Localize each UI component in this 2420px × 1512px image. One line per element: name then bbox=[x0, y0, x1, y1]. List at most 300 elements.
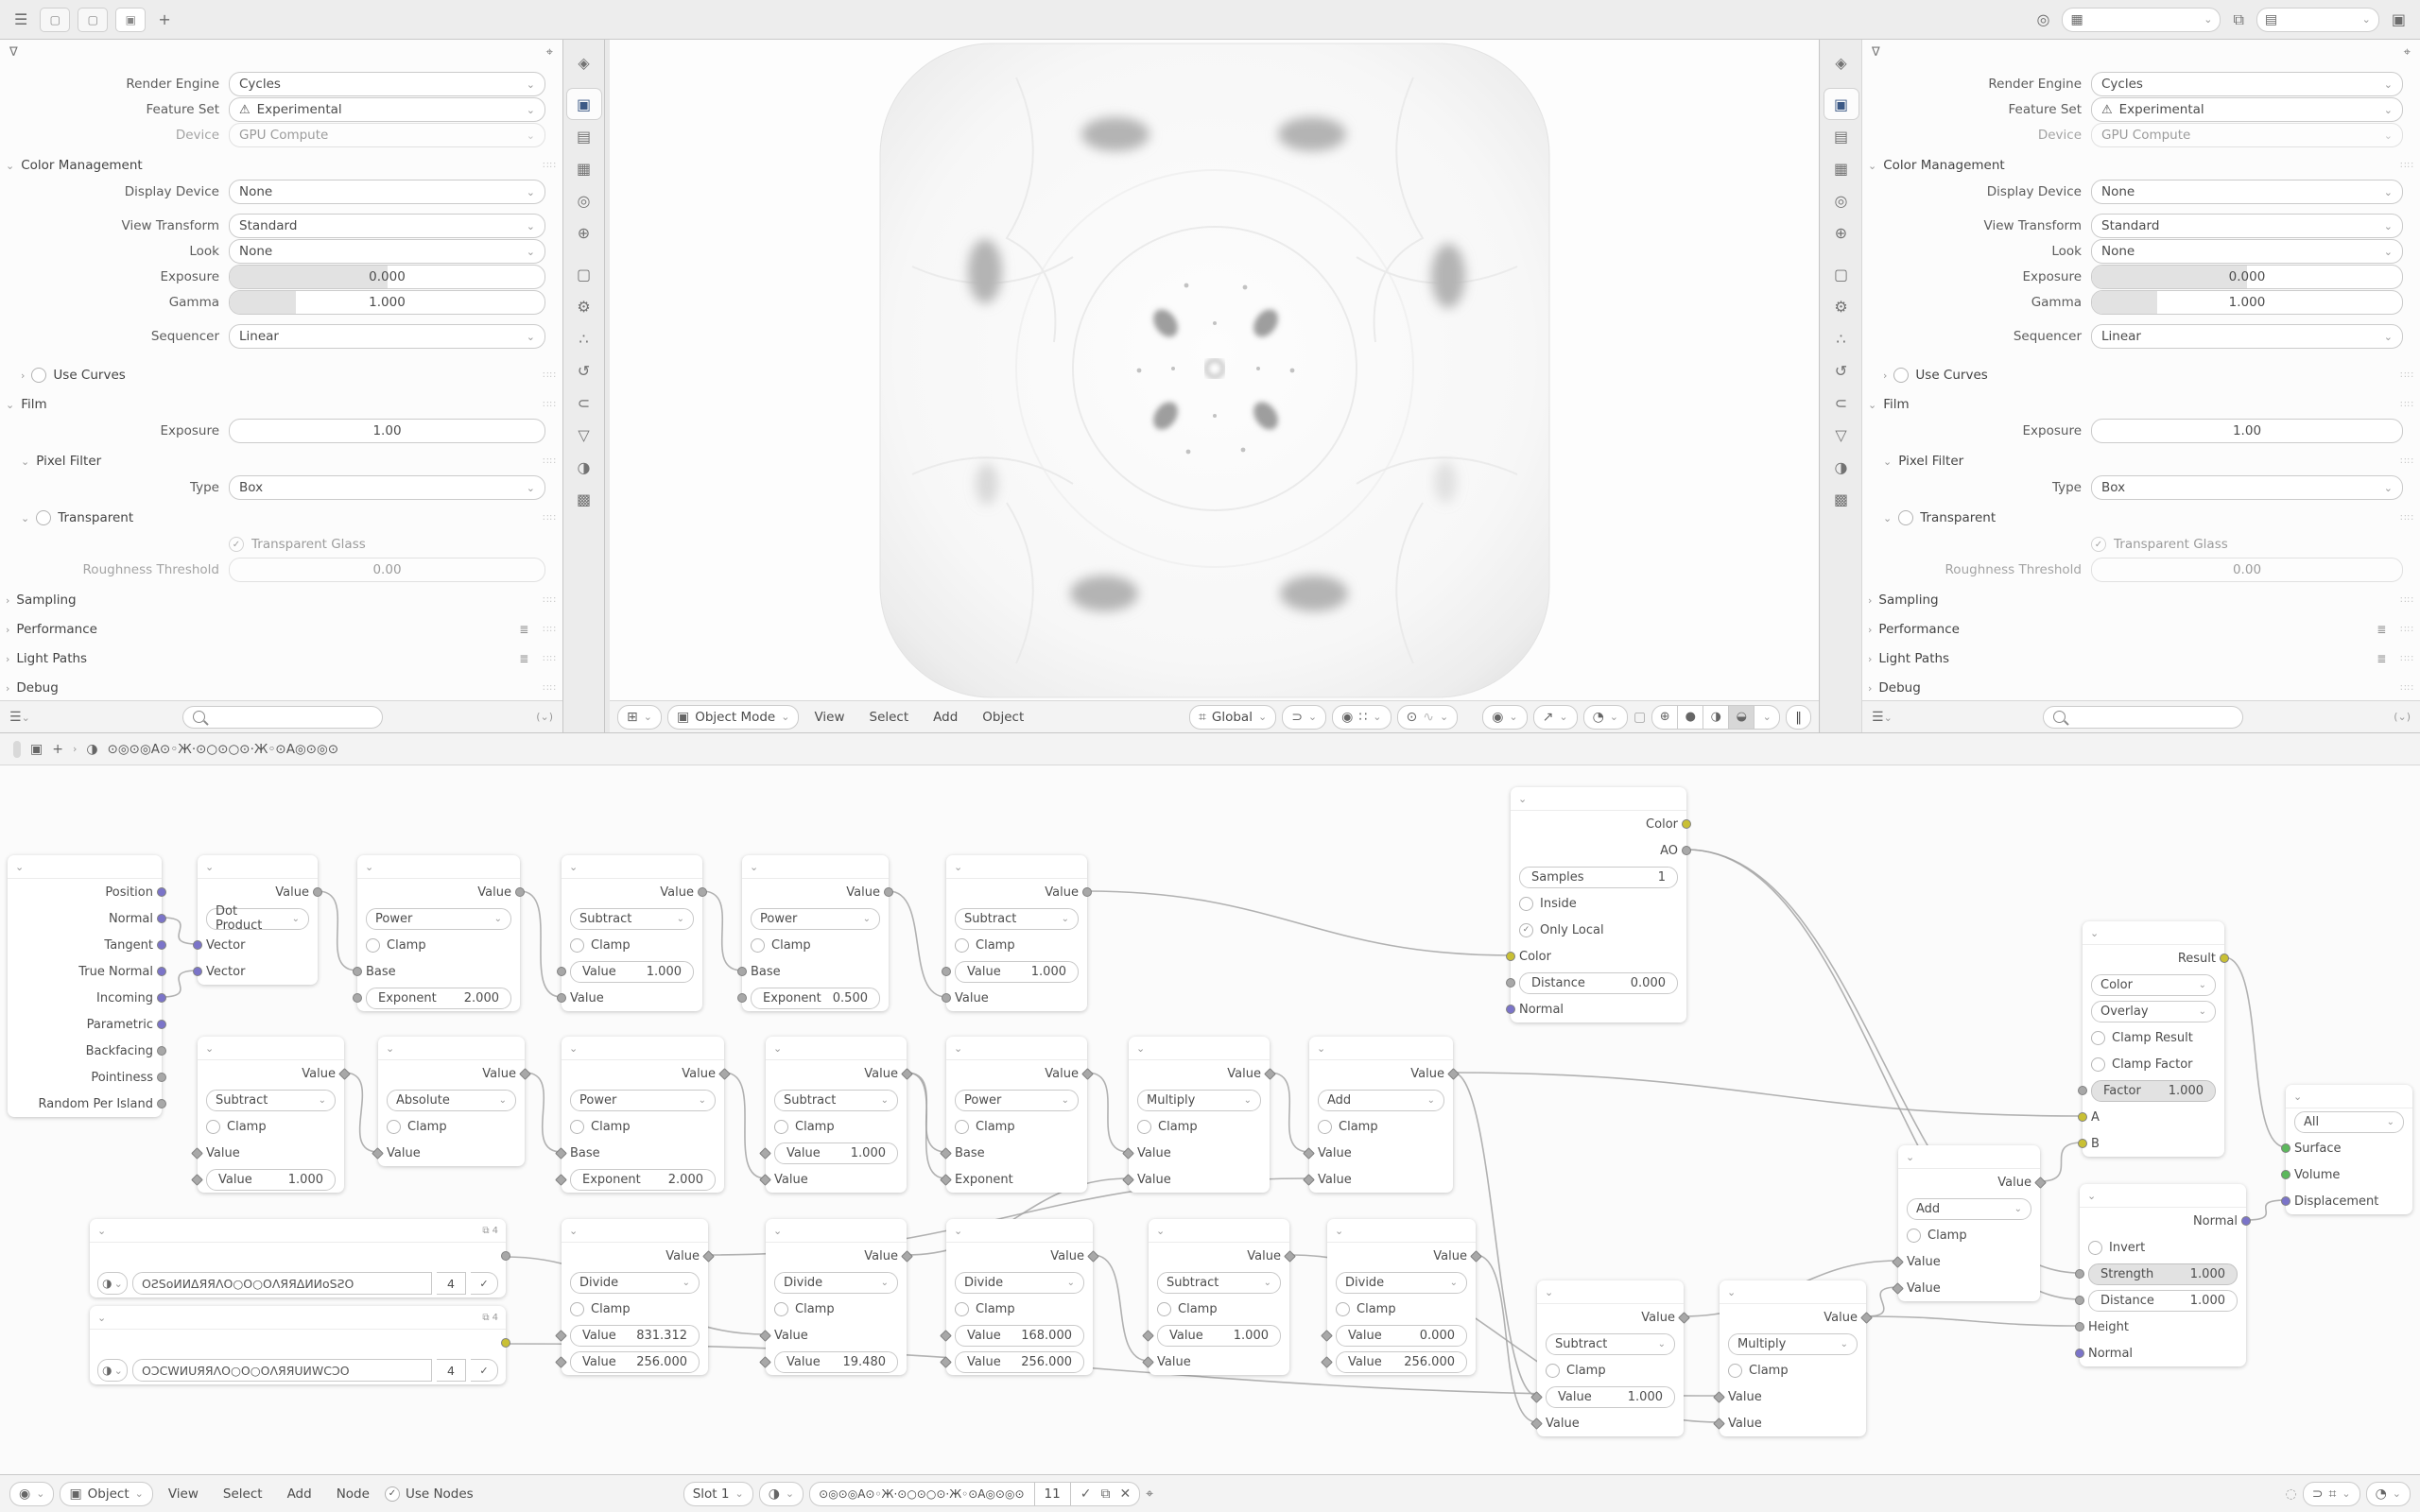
socket[interactable] bbox=[515, 887, 525, 897]
menu-view[interactable]: View bbox=[167, 1486, 199, 1502]
section-grip-icon[interactable]: ∷∷ bbox=[543, 369, 557, 381]
node-header[interactable] bbox=[946, 855, 1087, 879]
clamp-checkbox[interactable] bbox=[387, 1120, 401, 1134]
collapse-chevron-icon[interactable]: ⌄ bbox=[750, 860, 759, 873]
socket[interactable] bbox=[698, 887, 707, 897]
socket[interactable] bbox=[2220, 954, 2229, 963]
exponent-field[interactable] bbox=[366, 988, 511, 1009]
value-field[interactable] bbox=[955, 1325, 1084, 1347]
workspace-tab[interactable]: ▢ bbox=[40, 8, 70, 32]
divide-select[interactable] bbox=[955, 1272, 1084, 1294]
socket[interactable] bbox=[1321, 1356, 1333, 1368]
node-header[interactable] bbox=[1511, 787, 1686, 811]
value-field[interactable] bbox=[206, 1169, 336, 1191]
section-debug[interactable] bbox=[6, 678, 557, 698]
shading-wireframe-button[interactable]: ⊕ bbox=[1651, 705, 1678, 730]
value-field[interactable] bbox=[955, 961, 1079, 983]
node-header[interactable] bbox=[1149, 1219, 1289, 1243]
socket[interactable] bbox=[157, 940, 166, 950]
look-select[interactable] bbox=[2091, 239, 2403, 264]
node-image-a[interactable] bbox=[90, 1219, 506, 1297]
fake-user-shield-button[interactable]: ✓ bbox=[471, 1272, 498, 1295]
image-name-field[interactable]: ОƆϹWИUЯЯΛО○О○ОΛЯЯUИWϹƆО bbox=[132, 1359, 432, 1382]
section-transparent[interactable] bbox=[21, 507, 557, 528]
image-users-count[interactable]: 4 bbox=[437, 1359, 466, 1382]
section-sampling[interactable] bbox=[1868, 590, 2414, 610]
shading-solid-button[interactable]: ● bbox=[1678, 705, 1703, 730]
node-header[interactable] bbox=[378, 1037, 525, 1060]
invert-checkbox[interactable] bbox=[2088, 1241, 2102, 1255]
socket[interactable] bbox=[1713, 1391, 1725, 1403]
socket[interactable] bbox=[901, 1068, 913, 1080]
clamp-checkbox[interactable] bbox=[570, 938, 584, 953]
properties-tab-scene[interactable]: ◎ bbox=[1834, 191, 1848, 210]
socket[interactable] bbox=[193, 940, 202, 950]
properties-tab-constraints[interactable]: ⊂ bbox=[1834, 393, 1848, 412]
properties-tab-particles[interactable]: ∴ bbox=[1836, 329, 1846, 348]
node-math-power-2[interactable] bbox=[742, 855, 889, 1011]
socket[interactable] bbox=[338, 1068, 351, 1080]
socket[interactable] bbox=[2075, 1296, 2084, 1305]
section-checkbox[interactable] bbox=[1893, 368, 1909, 383]
clamp-checkbox[interactable] bbox=[1907, 1228, 1921, 1243]
section-pixel-filter[interactable] bbox=[1883, 451, 2414, 472]
collapse-chevron-icon[interactable]: ⌄ bbox=[1518, 792, 1528, 805]
section-grip-icon[interactable]: ∷∷ bbox=[543, 594, 557, 606]
node-header[interactable] bbox=[1720, 1280, 1866, 1304]
options-chevron-icon[interactable]: (⌄) bbox=[536, 711, 553, 723]
socket[interactable] bbox=[737, 993, 747, 1003]
node-header[interactable] bbox=[198, 1037, 344, 1060]
overlay-select[interactable] bbox=[2091, 1001, 2216, 1022]
display-device-select[interactable] bbox=[229, 180, 545, 204]
clamp-checkbox[interactable] bbox=[751, 938, 765, 953]
clamp-result-checkbox[interactable] bbox=[2091, 1031, 2105, 1045]
display-device-select[interactable] bbox=[2091, 180, 2403, 204]
mode-select[interactable]: ▣ Object Mode ⌄ bbox=[667, 705, 800, 730]
exponent-field[interactable] bbox=[751, 988, 880, 1009]
snapping-button[interactable]: ⊃ ⌄ bbox=[1282, 705, 1326, 730]
transform-orientation-select[interactable]: ⌗ Global ⌄ bbox=[1189, 705, 1276, 730]
workspace-tab[interactable]: ▢ bbox=[78, 8, 108, 32]
distance-field[interactable] bbox=[2088, 1290, 2238, 1312]
collapse-chevron-icon[interactable]: ⌄ bbox=[569, 860, 579, 873]
image-browse-button[interactable]: ◑ ⌄ bbox=[97, 1359, 128, 1382]
node-math-power-3[interactable] bbox=[562, 1037, 724, 1193]
material-name-field[interactable]: ⊙◎⊙◎A⊙◦Ж·⊙○⊙○⊙·Ж◦⊙A◎⊙◎⊙ 11 ✓ ⧉ ✕ bbox=[809, 1482, 1140, 1506]
node-math-subtract-6[interactable] bbox=[1537, 1280, 1684, 1436]
clamp-checkbox[interactable] bbox=[1318, 1120, 1332, 1134]
socket[interactable] bbox=[702, 1250, 715, 1263]
node-math-subtract-3[interactable] bbox=[198, 1037, 344, 1193]
socket[interactable] bbox=[759, 1330, 771, 1342]
section-grip-icon[interactable]: ∷∷ bbox=[543, 455, 557, 467]
socket[interactable] bbox=[557, 967, 566, 976]
view-transform-select[interactable] bbox=[229, 214, 545, 238]
dot-product-select[interactable] bbox=[206, 904, 309, 933]
render-engine-select[interactable] bbox=[2091, 72, 2403, 96]
pause-render-button[interactable]: ‖ bbox=[1786, 705, 1811, 730]
node-header[interactable] bbox=[766, 1037, 907, 1060]
section-transparent[interactable] bbox=[1883, 507, 2414, 528]
properties-tab-texture[interactable]: ▩ bbox=[1833, 490, 1849, 508]
sequencer-select[interactable] bbox=[2091, 324, 2403, 349]
socket[interactable] bbox=[759, 1174, 771, 1186]
section-performance[interactable] bbox=[6, 619, 557, 640]
socket[interactable] bbox=[2075, 1349, 2084, 1358]
properties-tab-object[interactable]: ▢ bbox=[1833, 265, 1849, 284]
header-grip[interactable] bbox=[13, 741, 21, 758]
power-select[interactable] bbox=[955, 1090, 1079, 1111]
divide-select[interactable] bbox=[1336, 1272, 1467, 1294]
all-select[interactable] bbox=[2294, 1111, 2404, 1133]
socket[interactable] bbox=[555, 1147, 567, 1160]
exponent-field[interactable] bbox=[570, 1169, 716, 1191]
properties-tab-object-data[interactable]: ▽ bbox=[578, 425, 590, 444]
socket[interactable] bbox=[2078, 1139, 2087, 1148]
socket[interactable] bbox=[1470, 1250, 1482, 1263]
color-select[interactable] bbox=[2091, 974, 2216, 996]
collapse-chevron-icon[interactable]: ⌄ bbox=[1906, 1150, 1915, 1163]
properties-editor-icon[interactable]: ∇ bbox=[9, 44, 18, 60]
node-header[interactable] bbox=[90, 1219, 506, 1243]
divide-select[interactable] bbox=[774, 1272, 898, 1294]
section-debug[interactable] bbox=[1868, 678, 2414, 698]
socket[interactable] bbox=[313, 887, 322, 897]
only-local-checkbox[interactable]: ✓ bbox=[1519, 923, 1533, 937]
menu-select[interactable]: Select bbox=[869, 709, 909, 725]
section-grip-icon[interactable]: ∷∷ bbox=[2400, 399, 2414, 410]
socket[interactable] bbox=[157, 967, 166, 976]
inside-checkbox[interactable] bbox=[1519, 897, 1533, 911]
socket[interactable] bbox=[1082, 887, 1092, 897]
node-math-divide-3[interactable] bbox=[946, 1219, 1093, 1375]
properties-tab-object-data[interactable]: ▽ bbox=[1835, 425, 1847, 444]
node-math-multiply-2[interactable] bbox=[1720, 1280, 1866, 1436]
socket[interactable] bbox=[193, 967, 202, 976]
new-scene-icon[interactable]: ⧉ bbox=[2233, 9, 2244, 28]
node-vector-math-dot[interactable] bbox=[198, 855, 318, 985]
collapse-chevron-icon[interactable]: ⌄ bbox=[1335, 1224, 1344, 1237]
collapse-chevron-icon[interactable]: ⌄ bbox=[97, 1311, 107, 1324]
node-editor-canvas[interactable] bbox=[0, 765, 2420, 1474]
gamma-slider[interactable] bbox=[229, 290, 545, 315]
editor-type-button[interactable]: ◉ ⌄ bbox=[9, 1482, 54, 1506]
value-field[interactable] bbox=[570, 1325, 700, 1347]
collapse-chevron-icon[interactable]: ⌄ bbox=[386, 1041, 395, 1055]
socket[interactable] bbox=[372, 1147, 384, 1160]
device-select[interactable] bbox=[2091, 123, 2403, 147]
clamp-checkbox[interactable] bbox=[1336, 1302, 1350, 1316]
shading-options-button[interactable]: ⌄ bbox=[1754, 705, 1780, 730]
socket[interactable] bbox=[1860, 1312, 1873, 1324]
socket[interactable] bbox=[759, 1147, 771, 1160]
section-grip-icon[interactable]: ∷∷ bbox=[2400, 682, 2414, 694]
socket[interactable] bbox=[737, 967, 747, 976]
menu-add[interactable]: Add bbox=[933, 709, 959, 725]
clamp-checkbox[interactable] bbox=[955, 1302, 969, 1316]
socket[interactable] bbox=[901, 1250, 913, 1263]
collapse-chevron-icon[interactable]: ⌄ bbox=[2293, 1090, 2303, 1103]
section-sampling[interactable] bbox=[6, 590, 557, 610]
exposure-slider[interactable] bbox=[229, 265, 545, 289]
node-math-power-4[interactable] bbox=[946, 1037, 1087, 1193]
object-visibility-button[interactable]: ◉ ⌄ bbox=[1482, 705, 1527, 730]
node-header[interactable] bbox=[198, 855, 318, 879]
socket[interactable] bbox=[1321, 1330, 1333, 1342]
node-header[interactable] bbox=[8, 855, 162, 879]
section-light-paths[interactable] bbox=[6, 648, 557, 669]
scene-selector[interactable]: ▦ ⌄ bbox=[2062, 8, 2221, 32]
socket[interactable] bbox=[1447, 1068, 1460, 1080]
socket[interactable] bbox=[2078, 1112, 2087, 1122]
pin-icon[interactable]: ⌖ bbox=[1146, 1486, 1154, 1502]
section-light-paths[interactable] bbox=[1868, 648, 2414, 669]
properties-tab-view-layer[interactable]: ▦ bbox=[576, 159, 592, 178]
node-math-absolute[interactable] bbox=[378, 1037, 525, 1166]
value-field[interactable] bbox=[570, 1351, 700, 1373]
socket[interactable] bbox=[759, 1356, 771, 1368]
socket[interactable] bbox=[2281, 1143, 2290, 1153]
section-color-management[interactable] bbox=[1868, 155, 2414, 176]
collapse-chevron-icon[interactable]: ⌄ bbox=[365, 860, 374, 873]
clamp-checkbox[interactable] bbox=[1137, 1120, 1151, 1134]
properties-tab-material[interactable]: ◑ bbox=[1834, 457, 1848, 476]
node-math-subtract-1[interactable] bbox=[562, 855, 702, 1011]
exposure-slider[interactable] bbox=[2091, 265, 2403, 289]
absolute-select[interactable] bbox=[387, 1090, 516, 1111]
node-image-b[interactable] bbox=[90, 1306, 506, 1384]
node-header[interactable] bbox=[562, 1037, 724, 1060]
app-menu-icon[interactable]: ☰ bbox=[14, 9, 28, 28]
type-select[interactable] bbox=[229, 475, 545, 500]
collapse-chevron-icon[interactable]: ⌄ bbox=[954, 1041, 963, 1055]
socket[interactable] bbox=[2075, 1322, 2084, 1332]
material-browse-button[interactable]: ◑ ⌄ bbox=[759, 1482, 804, 1506]
editor-type-button[interactable]: ⊞ ⌄ bbox=[617, 705, 662, 730]
node-header[interactable] bbox=[2286, 1085, 2412, 1108]
clamp-checkbox[interactable] bbox=[774, 1120, 788, 1134]
clamp-checkbox[interactable] bbox=[366, 938, 380, 953]
node-math-divide-1[interactable] bbox=[562, 1219, 708, 1375]
socket[interactable] bbox=[157, 887, 166, 897]
properties-tab-output[interactable]: ▤ bbox=[576, 127, 592, 146]
search-input[interactable] bbox=[182, 706, 383, 729]
properties-tab-modifiers[interactable]: ⚙ bbox=[1834, 297, 1848, 316]
subtract-select[interactable] bbox=[570, 908, 694, 930]
clamp-checkbox[interactable] bbox=[570, 1302, 584, 1316]
section-grip-icon[interactable]: ∷∷ bbox=[2400, 455, 2414, 467]
socket[interactable] bbox=[940, 1174, 952, 1186]
node-math-power-1[interactable] bbox=[357, 855, 520, 1011]
section-grip-icon[interactable]: ∷∷ bbox=[2400, 512, 2414, 524]
node-header[interactable] bbox=[1129, 1037, 1270, 1060]
clamp-checkbox[interactable] bbox=[570, 1120, 584, 1134]
socket[interactable] bbox=[1303, 1147, 1315, 1160]
menu-add[interactable]: Add bbox=[286, 1486, 312, 1502]
shading-material-button[interactable]: ◑ bbox=[1703, 705, 1729, 730]
properties-tab-constraints[interactable]: ⊂ bbox=[577, 393, 591, 412]
node-header[interactable] bbox=[2083, 921, 2224, 945]
socket[interactable] bbox=[1530, 1418, 1543, 1430]
filter-toggle-icon[interactable]: ☰⌄ bbox=[9, 709, 30, 725]
properties-tab-object[interactable]: ▢ bbox=[576, 265, 592, 284]
socket[interactable] bbox=[1506, 1005, 1515, 1014]
xray-toggle[interactable]: ▢ bbox=[1634, 709, 1647, 725]
properties-tab-scene[interactable]: ◎ bbox=[577, 191, 591, 210]
node-header[interactable] bbox=[1327, 1219, 1476, 1243]
collapse-chevron-icon[interactable]: ⌄ bbox=[569, 1224, 579, 1237]
collapse-chevron-icon[interactable]: ⌄ bbox=[205, 860, 215, 873]
clamp-checkbox[interactable] bbox=[955, 938, 969, 953]
socket[interactable] bbox=[1713, 1418, 1725, 1430]
use-nodes-checkbox[interactable]: ✓ bbox=[385, 1486, 400, 1502]
device-select[interactable] bbox=[229, 123, 545, 147]
section-grip-icon[interactable]: ∷∷ bbox=[543, 399, 557, 410]
socket[interactable] bbox=[1303, 1174, 1315, 1186]
socket[interactable] bbox=[353, 993, 362, 1003]
socket[interactable] bbox=[555, 1356, 567, 1368]
add-select[interactable] bbox=[1318, 1090, 1444, 1111]
collapse-chevron-icon[interactable]: ⌄ bbox=[569, 1041, 579, 1055]
gizmos-button[interactable]: ↗ ⌄ bbox=[1533, 705, 1578, 730]
viewport-3d[interactable] bbox=[610, 40, 1820, 732]
collapse-chevron-icon[interactable]: ⌄ bbox=[97, 1224, 107, 1237]
section-pixel-filter[interactable] bbox=[21, 451, 557, 472]
node-math-add-2[interactable] bbox=[1898, 1145, 2040, 1301]
socket[interactable] bbox=[555, 1174, 567, 1186]
power-select[interactable] bbox=[751, 908, 880, 930]
socket[interactable] bbox=[1682, 819, 1691, 829]
section-use-curves[interactable] bbox=[21, 365, 557, 386]
image-name-field[interactable]: ОƧЅоИИΔЯЯΛО○О○ОΛЯЯΔИИоЅƧО bbox=[132, 1272, 432, 1295]
sequencer-select[interactable] bbox=[229, 324, 545, 349]
clamp-checkbox[interactable] bbox=[1728, 1364, 1742, 1378]
node-header[interactable] bbox=[946, 1219, 1093, 1243]
menu-view[interactable]: View bbox=[814, 709, 845, 725]
node-math-divide-2[interactable] bbox=[766, 1219, 907, 1375]
socket[interactable] bbox=[942, 993, 951, 1003]
node-geometry[interactable] bbox=[8, 855, 162, 1117]
section-grip-icon[interactable]: ∷∷ bbox=[543, 512, 557, 524]
properties-tab-tool[interactable]: ◈ bbox=[578, 53, 590, 72]
distance-field[interactable] bbox=[1519, 972, 1678, 994]
socket[interactable] bbox=[157, 993, 166, 1003]
roughness-threshold-field[interactable] bbox=[2091, 558, 2403, 582]
socket[interactable] bbox=[1678, 1312, 1690, 1324]
roughness-threshold-field[interactable] bbox=[229, 558, 545, 582]
socket[interactable] bbox=[191, 1147, 203, 1160]
properties-tab-render[interactable]: ▣ bbox=[1824, 89, 1858, 119]
socket[interactable] bbox=[1892, 1256, 1904, 1268]
collapse-chevron-icon[interactable]: ⌄ bbox=[15, 860, 25, 873]
node-header[interactable] bbox=[562, 1219, 708, 1243]
unlink-icon[interactable]: ✕ bbox=[1119, 1486, 1132, 1502]
properties-tab-particles[interactable]: ∴ bbox=[579, 329, 589, 348]
copy-icon[interactable]: ⧉ bbox=[1100, 1486, 1111, 1502]
filter-toggle-icon[interactable]: ☰⌄ bbox=[1872, 709, 1893, 725]
socket[interactable] bbox=[157, 1099, 166, 1108]
menu-node[interactable]: Node bbox=[336, 1486, 370, 1502]
socket[interactable] bbox=[1506, 952, 1515, 961]
properties-tab-view-layer[interactable]: ▦ bbox=[1833, 159, 1849, 178]
feature-set-select[interactable] bbox=[229, 97, 545, 122]
properties-tab-material[interactable]: ◑ bbox=[577, 457, 591, 476]
material-slot-select[interactable]: Slot 1 ⌄ bbox=[683, 1482, 753, 1506]
node-math-divide-4[interactable] bbox=[1327, 1219, 1476, 1375]
socket[interactable] bbox=[555, 1330, 567, 1342]
section-grip-icon[interactable]: ∷∷ bbox=[2400, 653, 2414, 664]
pin-icon[interactable]: ⌖ bbox=[545, 44, 553, 60]
value-field[interactable] bbox=[774, 1143, 898, 1164]
value-field[interactable] bbox=[570, 961, 694, 983]
socket[interactable] bbox=[501, 1338, 510, 1348]
properties-tab-modifiers[interactable]: ⚙ bbox=[577, 297, 591, 316]
socket[interactable] bbox=[1081, 1068, 1094, 1080]
socket[interactable] bbox=[1506, 978, 1515, 988]
collapse-chevron-icon[interactable]: ⌄ bbox=[1545, 1285, 1554, 1298]
node-header[interactable] bbox=[90, 1306, 506, 1330]
socket[interactable] bbox=[1530, 1391, 1543, 1403]
section-grip-icon[interactable]: ∷∷ bbox=[2400, 594, 2414, 606]
properties-tab-tool[interactable]: ◈ bbox=[1835, 53, 1847, 72]
node-header[interactable] bbox=[2080, 1184, 2246, 1208]
section-grip-icon[interactable]: ∷∷ bbox=[2400, 160, 2414, 171]
material-users-count[interactable]: 11 bbox=[1044, 1486, 1061, 1502]
view-layer-selector[interactable]: ▤ ⌄ bbox=[2256, 8, 2379, 32]
node-math-subtract-4[interactable] bbox=[766, 1037, 907, 1193]
transparent-glass-checkbox[interactable]: ✓ bbox=[229, 537, 244, 552]
add-workspace-button[interactable]: + bbox=[158, 9, 171, 28]
image-users-count[interactable]: 4 bbox=[437, 1272, 466, 1295]
search-input[interactable] bbox=[2043, 706, 2243, 729]
preset-list-icon[interactable]: ≣ bbox=[2377, 652, 2387, 665]
properties-tab-output[interactable]: ▤ bbox=[1833, 127, 1849, 146]
socket[interactable] bbox=[1142, 1356, 1154, 1368]
node-header[interactable] bbox=[1898, 1145, 2040, 1169]
multiply-select[interactable] bbox=[1728, 1333, 1858, 1355]
socket[interactable] bbox=[2281, 1170, 2290, 1179]
properties-tab-render[interactable]: ▣ bbox=[567, 89, 601, 119]
fake-user-shield-icon[interactable]: ✓ bbox=[1080, 1486, 1092, 1502]
workspace-tab-active[interactable]: ▣ bbox=[115, 8, 146, 32]
value-field[interactable] bbox=[774, 1351, 898, 1373]
feature-set-select[interactable] bbox=[2091, 97, 2403, 122]
section-film[interactable] bbox=[1868, 394, 2414, 415]
node-header[interactable] bbox=[1537, 1280, 1684, 1304]
socket[interactable] bbox=[718, 1068, 731, 1080]
socket[interactable] bbox=[940, 1330, 952, 1342]
socket[interactable] bbox=[2034, 1177, 2047, 1189]
power-select[interactable] bbox=[366, 908, 511, 930]
section-use-curves[interactable] bbox=[1883, 365, 2414, 386]
power-select[interactable] bbox=[570, 1090, 716, 1111]
section-performance[interactable] bbox=[1868, 619, 2414, 640]
menu-select[interactable]: Select bbox=[222, 1486, 263, 1502]
clamp-checkbox[interactable] bbox=[1546, 1364, 1560, 1378]
socket[interactable] bbox=[157, 1046, 166, 1056]
section-checkbox[interactable] bbox=[31, 368, 46, 383]
section-film[interactable] bbox=[6, 394, 557, 415]
properties-tab-world[interactable]: ⊕ bbox=[577, 223, 591, 242]
properties-tab-world[interactable]: ⊕ bbox=[1834, 223, 1848, 242]
snapping-button[interactable]: ⊃ ⌗ ⌄ bbox=[2303, 1482, 2360, 1506]
exposure-field[interactable] bbox=[229, 419, 545, 443]
subtract-select[interactable] bbox=[1157, 1272, 1281, 1294]
section-checkbox[interactable] bbox=[36, 510, 51, 525]
pin-icon[interactable]: ⌖ bbox=[2403, 44, 2411, 60]
preset-list-icon[interactable]: ≣ bbox=[2377, 623, 2387, 636]
